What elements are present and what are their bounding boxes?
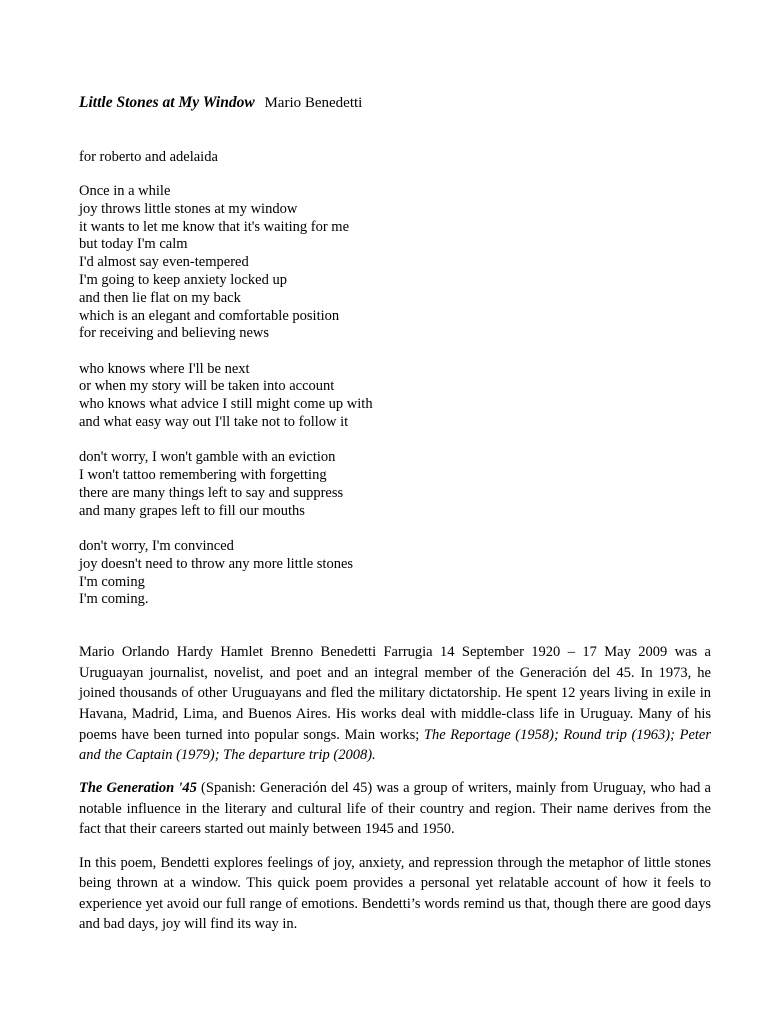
main-works: The Reportage (1958); Round trip (1963); Peter and the Captain (1979); The departure trip (2008). — [79, 726, 711, 764]
stanza — [79, 538, 711, 609]
poem-line: Once in a while — [79, 183, 171, 199]
poem-line: and what easy way out I'll take not to follow it — [79, 414, 349, 431]
poem-line: I won't tattoo remembering with forgetting — [79, 467, 327, 484]
poem-line: joy doesn't need to throw any more little stones — [79, 555, 354, 572]
generation-term: The Generation '45 — [79, 780, 197, 797]
poem-line: don't worry, I'm convinced — [79, 538, 234, 555]
poem-dedication: for roberto and adelaida — [79, 149, 218, 165]
generation-text: (Spanish: Generación del 45) was a group of writers, mainly from Uruguay, who had a notable influence in the literary and cultural life of their country and region. Their name derives from the fact that their careers started out mainly between 1945 and 1950. — [79, 780, 711, 838]
poem-line: but today I'm calm — [79, 236, 188, 253]
stanza — [79, 449, 711, 520]
bio-paragraph — [79, 642, 711, 766]
poem-body — [79, 183, 711, 609]
poem-title: Little Stones at My Window — [79, 94, 255, 111]
poem-line: it wants to let me know that it's waiting for me — [79, 218, 350, 235]
poem-author: Mario Benedetti — [264, 95, 363, 111]
document-page — [79, 92, 711, 947]
poem-line: who knows what advice I still might come up with — [79, 396, 373, 413]
poem-line: for receiving and believing news — [79, 325, 270, 342]
stanza — [79, 361, 711, 432]
stanza — [79, 183, 711, 343]
poem-line: there are many things left to say and suppress — [79, 484, 344, 501]
poem-line: and many grapes left to fill our mouths — [79, 502, 305, 519]
poem-line: I'm coming. — [79, 591, 149, 608]
poem-line: I'm going to keep anxiety locked up — [79, 271, 287, 288]
poem-line: don't worry, I won't gamble with an eviction — [79, 449, 336, 466]
analysis-paragraph: In this poem, Bendetti explores feelings of joy, anxiety, and repression through the metaphor of little stones being thrown at a window. This quick poem provides a personal yet relatable account of how it feels to experience yet avoid our full range of emotions. Bendetti’s words remind us that, though there are good days and bad days, joy will find its way in. — [79, 854, 711, 933]
poem-line: and then lie flat on my back — [79, 289, 241, 306]
poem-line: which is an elegant and comfortable position — [79, 307, 340, 324]
poem-heading — [79, 92, 711, 114]
poem-line: joy throws little stones at my window — [79, 200, 298, 217]
commentary — [79, 642, 711, 935]
generation-paragraph — [79, 778, 711, 840]
poem-line: who knows where I'll be next — [79, 360, 250, 377]
poem-line: I'd almost say even-tempered — [79, 254, 249, 271]
poem-line: I'm coming — [79, 573, 145, 590]
poem-line: or when my story will be taken into account — [79, 378, 335, 395]
bio-text: Mario Orlando Hardy Hamlet Brenno Benedetti Farrugia 14 September 1920 – 17 May 2009 was a Uruguayan journalist, novelist, and poet and an integral member of the Generación del 45. In 1973, he joined thousands of other Uruguayans and fled the military dictatorship. He spent 12 years living in exile in Havana, Madrid, Lima, and Buenos Aires. His works deal with middle-class life in Uruguay. Many of his poems have been turned into popular songs. Main works; — [79, 644, 711, 743]
